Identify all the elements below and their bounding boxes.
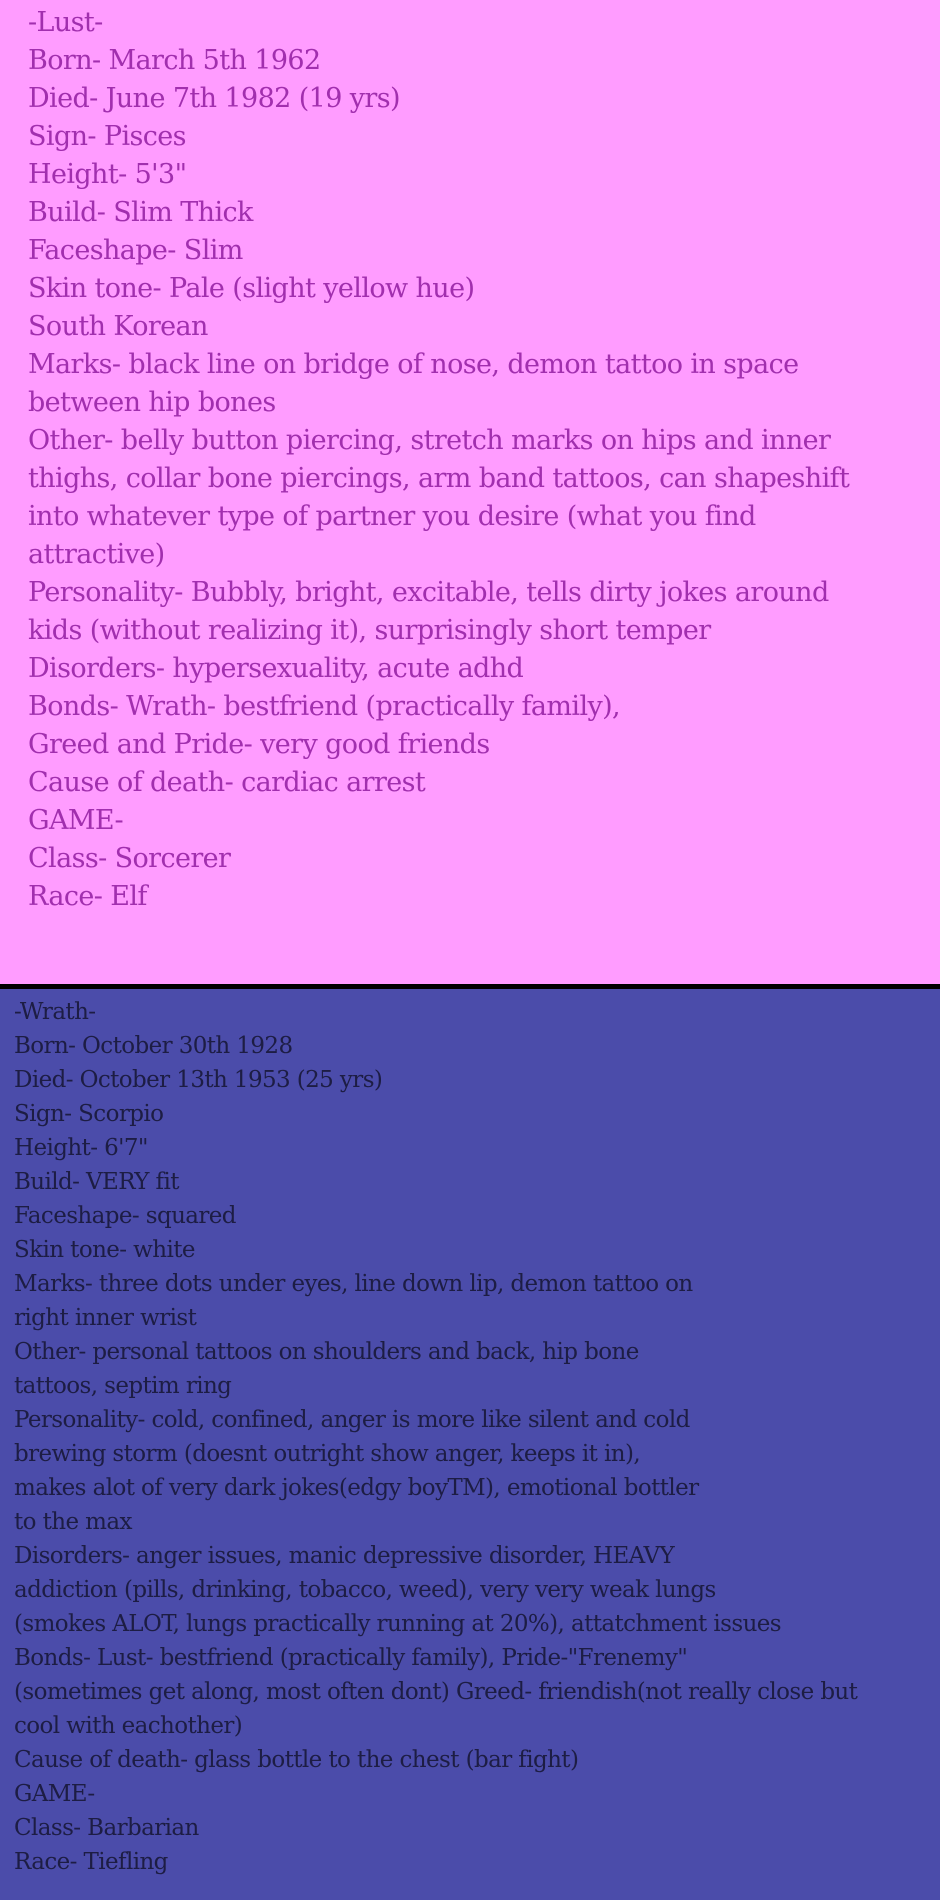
lust-line-7: Skin tone- Pale (slight yellow hue) — [28, 273, 475, 304]
lust-line-4: Height- 5'3" — [28, 159, 187, 190]
wrath-line-12: Personality- cold, confined, anger is more like silent and cold — [14, 1407, 690, 1433]
wrath-line-25: Race- Tiefling — [14, 1849, 168, 1875]
wrath-line-13: brewing storm (doesnt outright show anger, keeps it in), — [14, 1441, 641, 1467]
wrath-line-17: addiction (pills, drinking, tobacco, weed), very very weak lungs — [14, 1577, 716, 1603]
wrath-line-16: Disorders- anger issues, manic depressive disorder, HEAVY — [14, 1543, 675, 1569]
lust-line-0: -Lust- — [28, 7, 103, 38]
lust-line-19: Greed and Pride- very good friends — [28, 729, 490, 760]
lust-line-20: Cause of death- cardiac arrest — [28, 767, 426, 798]
wrath-line-2: Died- October 13th 1953 (25 yrs) — [14, 1067, 383, 1093]
wrath-line-7: Skin tone- white — [14, 1237, 195, 1263]
wrath-line-14: makes alot of very dark jokes(edgy boyTM), emotional bottler — [14, 1475, 699, 1501]
wrath-line-21: cool with eachother) — [14, 1713, 243, 1739]
lust-line-2: Died- June 7th 1982 (19 yrs) — [28, 83, 400, 114]
wrath-line-5: Build- VERY fit — [14, 1169, 179, 1195]
wrath-line-18: (smokes ALOT, lungs practically running at 20%), attatchment issues — [14, 1611, 782, 1637]
wrath-line-9: right inner wrist — [14, 1305, 197, 1331]
wrath-panel — [0, 989, 940, 1900]
wrath-line-20: (sometimes get along, most often dont) Greed- friendish(not really close but — [14, 1679, 858, 1705]
lust-line-9: Marks- black line on bridge of nose, demon tattoo in space — [28, 349, 799, 380]
lust-line-1: Born- March 5th 1962 — [28, 45, 321, 76]
wrath-line-24: Class- Barbarian — [14, 1815, 199, 1841]
lust-line-10: between hip bones — [28, 387, 276, 418]
lust-line-6: Faceshape- Slim — [28, 235, 243, 266]
lust-line-15: Personality- Bubbly, bright, excitable, tells dirty jokes around — [28, 577, 829, 608]
wrath-line-22: Cause of death- glass bottle to the chest (bar fight) — [14, 1747, 579, 1773]
lust-line-12: thighs, collar bone piercings, arm band tattoos, can shapeshift — [28, 463, 850, 494]
wrath-line-6: Faceshape- squared — [14, 1203, 236, 1229]
lust-line-13: into whatever type of partner you desire (what you find — [28, 501, 756, 532]
lust-line-5: Build- Slim Thick — [28, 197, 253, 228]
lust-line-23: Race- Elf — [28, 881, 147, 912]
wrath-line-10: Other- personal tattoos on shoulders and back, hip bone — [14, 1339, 639, 1365]
wrath-line-23: GAME- — [14, 1781, 95, 1807]
wrath-line-19: Bonds- Lust- bestfriend (practically family), Pride-"Frenemy" — [14, 1645, 688, 1671]
wrath-line-0: -Wrath- — [14, 999, 96, 1025]
wrath-line-4: Height- 6'7" — [14, 1135, 148, 1161]
lust-line-14: attractive) — [28, 539, 165, 570]
lust-line-17: Disorders- hypersexuality, acute adhd — [28, 653, 524, 684]
wrath-line-11: tattoos, septim ring — [14, 1373, 232, 1399]
lust-line-18: Bonds- Wrath- bestfriend (practically family), — [28, 691, 621, 722]
lust-line-16: kids (without realizing it), surprisingly short temper — [28, 615, 711, 646]
wrath-line-15: to the max — [14, 1509, 132, 1535]
lust-line-8: South Korean — [28, 311, 208, 342]
lust-line-3: Sign- Pisces — [28, 121, 186, 152]
wrath-line-1: Born- October 30th 1928 — [14, 1033, 293, 1059]
lust-line-21: GAME- — [28, 805, 124, 836]
wrath-line-8: Marks- three dots under eyes, line down lip, demon tattoo on — [14, 1271, 693, 1297]
lust-line-22: Class- Sorcerer — [28, 843, 231, 874]
lust-line-11: Other- belly button piercing, stretch marks on hips and inner — [28, 425, 831, 456]
wrath-line-3: Sign- Scorpio — [14, 1101, 164, 1127]
